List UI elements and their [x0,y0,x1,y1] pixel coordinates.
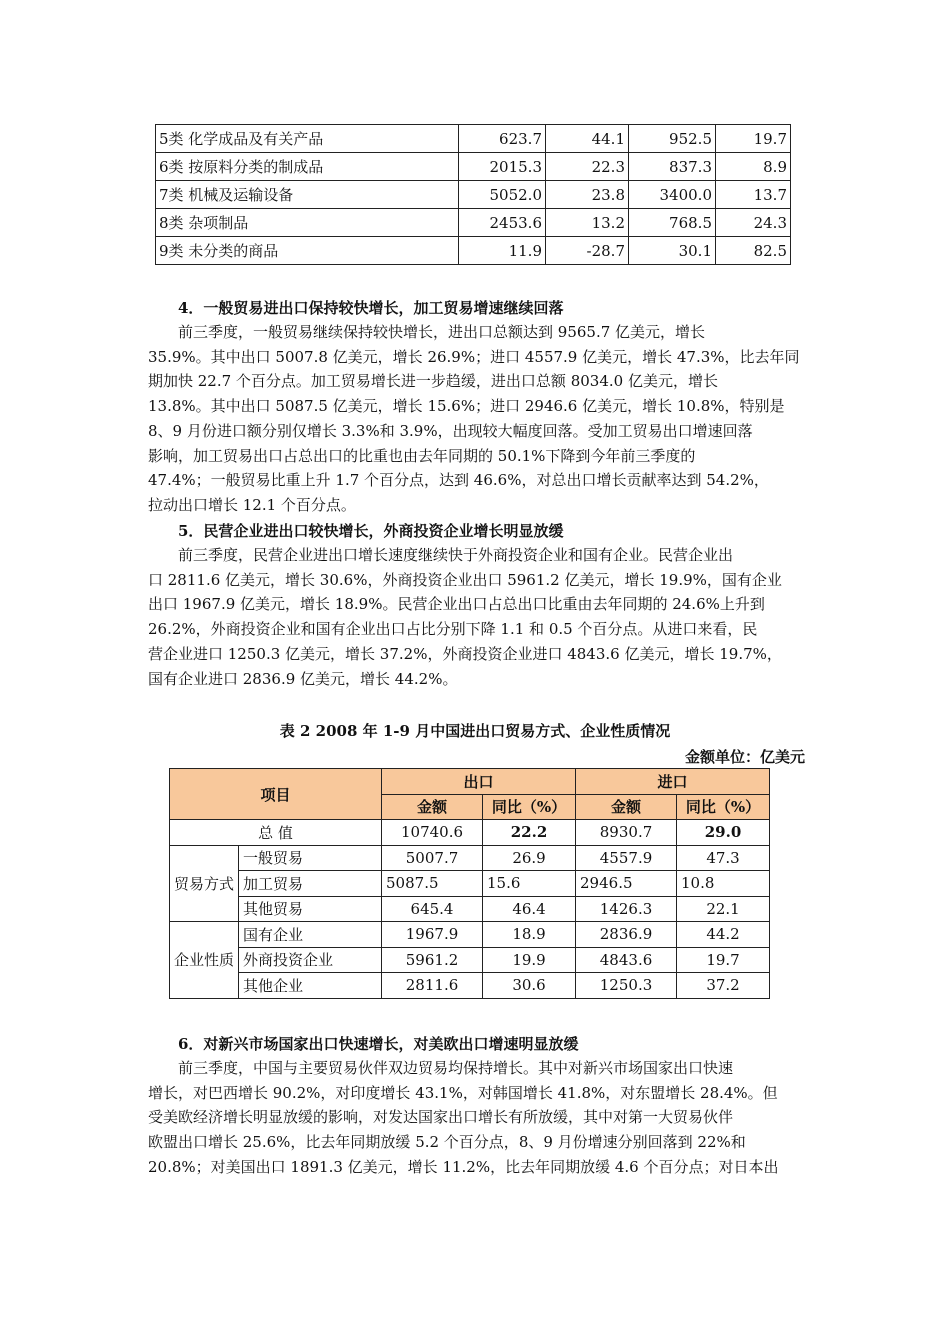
cell-value: 44.2 [677,922,770,948]
paragraph-line: 营企业进口 1250.3 亿美元，增长 37.2%，外商投资企业进口 4843.6 亿美元，增长 19.7%， [148,644,782,663]
paragraph-line: 前三季度，一般贸易继续保持较快增长，进出口总额达到 9565.7 亿美元，增长 [178,323,706,341]
cell-value: 46.4 [483,896,576,922]
paragraph-line: 8、9 月份进口额分别仅增长 3.3%和 3.9%，出现较大幅度回落。受加工贸易出口增速回落 [148,421,753,440]
cell-value: 82.5 [716,237,791,265]
section-5-paragraph [148,543,808,691]
cell-value: 47.3 [677,845,770,871]
amount-header: 金额 [576,794,677,820]
cell-value: 768.5 [629,209,716,237]
table-row [170,947,770,973]
group-label: 企业性质 [170,922,239,999]
cell-value: 5961.2 [382,947,483,973]
group-label: 贸易方式 [170,845,239,922]
cell-value: 645.4 [382,896,483,922]
cell-value: 18.9 [483,922,576,948]
header-row [170,769,770,795]
cell-value: 5052.0 [459,181,546,209]
cell-value: 19.9 [483,947,576,973]
commodity-name: 7类 机械及运输设备 [156,181,459,209]
total-label: 总 值 [170,820,382,846]
table-row [156,153,791,181]
total-row [170,820,770,846]
yoy-header: 同比（%） [483,794,576,820]
table-row [156,209,791,237]
commodity-name: 9类 未分类的商品 [156,237,459,265]
cell-value: 10.8 [677,871,770,897]
table-row [170,896,770,922]
paragraph-line: 受美欧经济增长明显放缓的影响，对发达国家出口增长有所放缓，其中对第一大贸易伙伴 [148,1108,734,1127]
cell-value: 19.7 [677,947,770,973]
yoy-header: 同比（%） [677,794,770,820]
section-6-heading: 6．对新兴市场国家出口快速增长，对美欧出口增速明显放缓 [178,1035,579,1053]
paragraph-line: 前三季度，中国与主要贸易伙伴双边贸易均保持增长。其中对新兴市场国家出口快速 [178,1059,734,1077]
paragraph-line: 期加快 22.7 个百分点。加工贸易增长进一步趋缓，进出口总额 8034.0 亿美元，增长 [148,372,718,391]
paragraph-line: 影响，加工贸易出口占总出口的比重也由去年同期的 50.1%下降到今年前三季度的 [148,446,696,465]
cell-value: 2946.5 [576,871,677,897]
paragraph-line: 26.2%，外商投资企业和国有企业出口占比分别下降 1.1 和 0.5 个百分点。从进口来看，民 [148,620,758,639]
cell-value: 13.7 [716,181,791,209]
paragraph-line: 13.8%。其中出口 5087.5 亿美元，增长 15.6%；进口 2946.6 亿美元，增长 10.8%，特别是 [148,397,785,416]
cell-value: 24.3 [716,209,791,237]
section-5-heading: 5．民营企业进出口较快增长，外商投资企业增长明显放缓 [178,522,564,540]
row-label: 国有企业 [239,922,382,948]
cell-value: 13.2 [546,209,629,237]
cell-value: 5087.5 [382,871,483,897]
table-row [170,845,770,871]
cell-value: 10740.6 [382,820,483,846]
cell-value: 1426.3 [576,896,677,922]
section-6-paragraph [148,1056,808,1180]
table-row [156,125,791,153]
cell-value: 11.9 [459,237,546,265]
cell-value: 8.9 [716,153,791,181]
section-4-heading: 4．一般贸易进出口保持较快增长，加工贸易增速继续回落 [178,299,564,317]
row-label: 其他贸易 [239,896,382,922]
cell-value: 37.2 [677,973,770,999]
cell-value: 5007.7 [382,845,483,871]
paragraph-line: 35.9%。其中出口 5007.8 亿美元，增长 26.9%；进口 4557.9 亿美元，增长 47.3%，比去年同 [148,347,800,366]
cell-value: 22.2 [483,820,576,846]
cell-value: 22.1 [677,896,770,922]
cell-value: 4843.6 [576,947,677,973]
cell-value: 19.7 [716,125,791,153]
cell-value: 23.8 [546,181,629,209]
cell-value: 1250.3 [576,973,677,999]
commodity-name: 6类 按原料分类的制成品 [156,153,459,181]
cell-value: 30.6 [483,973,576,999]
cell-value: 26.9 [483,845,576,871]
table-row [170,871,770,897]
import-header: 进口 [576,769,770,795]
cell-value: 3400.0 [629,181,716,209]
cell-value: 2836.9 [576,922,677,948]
paragraph-line: 出口 1967.9 亿美元，增长 18.9%。民营企业出口占总出口比重由去年同期的 24.6%上升到 [148,595,765,614]
cell-value: 2015.3 [459,153,546,181]
table-unit: 金额单位：亿美元 [684,748,805,766]
table-row [156,237,791,265]
cell-value: 623.7 [459,125,546,153]
cell-value: 22.3 [546,153,629,181]
cell-value: 952.5 [629,125,716,153]
cell-value: -28.7 [546,237,629,265]
cell-value: 29.0 [677,820,770,846]
paragraph-line: 拉动出口增长 12.1 个百分点。 [148,495,356,514]
cell-value: 30.1 [629,237,716,265]
cell-value: 837.3 [629,153,716,181]
section-4-paragraph [148,320,808,518]
cell-value: 1967.9 [382,922,483,948]
row-label: 其他企业 [239,973,382,999]
table-caption: 表 2 2008 年 1-9 月中国进出口贸易方式、企业性质情况 [279,722,671,740]
paragraph-line: 增长，对巴西增长 90.2%，对印度增长 43.1%，对韩国增长 41.8%，对东盟增长 28.4%。但 [148,1083,778,1102]
row-label: 外商投资企业 [239,947,382,973]
row-label: 一般贸易 [239,845,382,871]
paragraph-line: 前三季度，民营企业进出口增长速度继续快于外商投资企业和国有企业。民营企业出 [178,546,734,564]
table-row [170,922,770,948]
paragraph-line: 欧盟出口增长 25.6%，比去年同期放缓 5.2 个百分点，8、9 月份增速分别回落到 22%和 [148,1133,746,1152]
commodity-name: 8类 杂项制品 [156,209,459,237]
cell-value: 2811.6 [382,973,483,999]
table-row [156,181,791,209]
paragraph-line: 口 2811.6 亿美元，增长 30.6%，外商投资企业出口 5961.2 亿美元，增长 19.9%，国有企业 [148,570,782,589]
item-header: 项目 [170,769,382,820]
amount-header: 金额 [382,794,483,820]
table-row [170,973,770,999]
cell-value: 8930.7 [576,820,677,846]
export-header: 出口 [382,769,576,795]
commodity-name: 5类 化学成品及有关产品 [156,125,459,153]
paragraph-line: 47.4%；一般贸易比重上升 1.7 个百分点，达到 46.6%，对总出口增长贡献率达到 54.2%， [148,471,769,490]
cell-value: 44.1 [546,125,629,153]
row-label: 加工贸易 [239,871,382,897]
paragraph-line: 20.8%；对美国出口 1891.3 亿美元，增长 11.2%，比去年同期放缓 4.6 个百分点；对日本出 [148,1157,779,1176]
cell-value: 4557.9 [576,845,677,871]
paragraph-line: 国有企业进口 2836.9 亿美元，增长 44.2%。 [148,669,458,688]
cell-value: 15.6 [483,871,576,897]
commodity-table [155,124,791,265]
cell-value: 2453.6 [459,209,546,237]
trade-table [169,768,770,999]
